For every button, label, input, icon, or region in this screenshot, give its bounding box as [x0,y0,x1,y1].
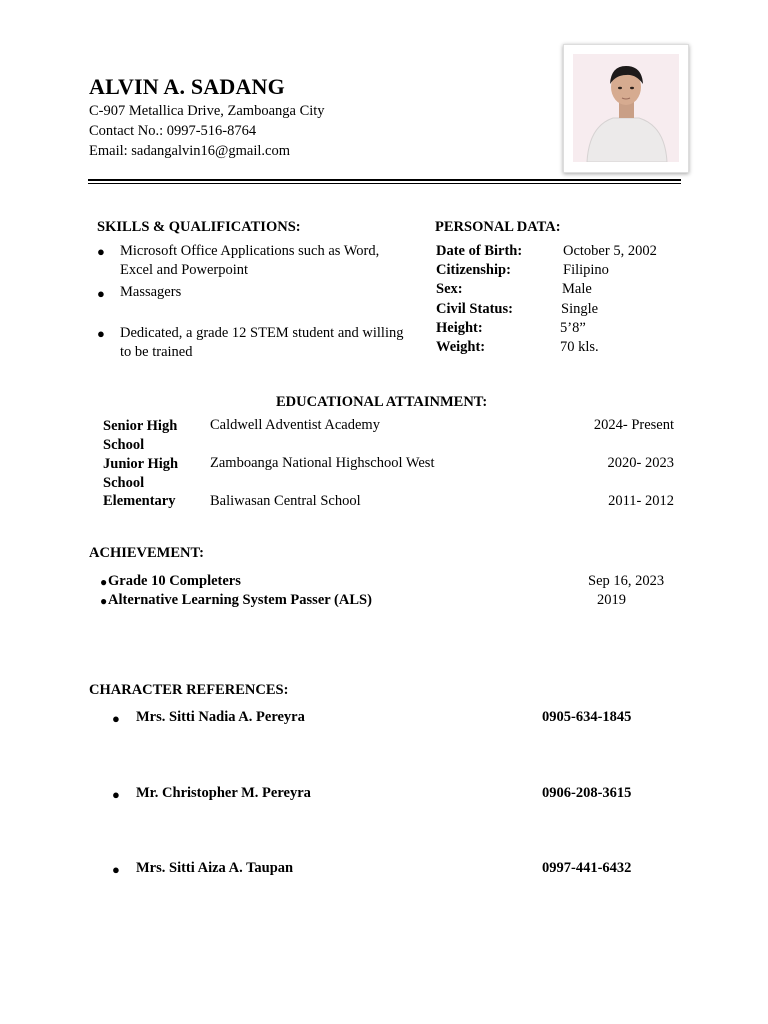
bullet-icon: ● [112,862,120,877]
reference-phone: 0905-634-1845 [542,709,632,725]
skill-item: Massagers [120,284,182,300]
references-heading: CHARACTER REFERENCES: [89,682,289,698]
skill-item: Microsoft Office Applications such as Word, Excel and Powerpoint [120,243,380,278]
personal-value: 5’8” [560,320,586,336]
education-heading: EDUCATIONAL ATTAINMENT: [276,394,488,410]
education-school: Zamboanga National Highschool West [210,455,435,471]
personal-value: Filipino [563,262,609,278]
reference-phone: 0906-208-3615 [542,785,632,801]
address: C-907 Metallica Drive, Zamboanga City [89,103,325,119]
education-school: Caldwell Adventist Academy [210,417,380,433]
education-years: 2024- Present [593,417,674,433]
skills-heading: SKILLS & QUALIFICATIONS: [97,219,301,235]
personal-value: 70 kls. [560,339,599,355]
skill-item: Dedicated, a grade 12 STEM student and willing to be trained [120,325,404,360]
reference-name: Mr. Christopher M. Pereyra [136,785,311,801]
bullet-icon: ● [112,787,120,802]
bullet-icon: ● [97,244,105,259]
personal-value: Single [561,301,599,317]
personal-data-heading: PERSONAL DATA: [435,219,561,235]
personal-label: Weight: [436,339,486,355]
profile-photo [573,54,679,162]
achievement-date: Sep 16, 2023 [588,573,665,589]
bullet-icon: ● [100,594,108,608]
personal-label: Height: [436,320,483,336]
bullet-icon: ● [97,286,105,301]
bullet-icon: ● [112,711,120,726]
personal-label: Date of Birth: [436,243,523,259]
education-years: 2011- 2012 [608,493,674,509]
achievement-date: 2019 [597,592,626,608]
education-level: Elementary [103,493,176,509]
bullet-icon: ● [97,326,105,341]
education-level: Senior High School [103,418,178,453]
achievement-title: Grade 10 Completers [108,573,241,589]
header-divider [88,179,681,181]
achievement-title: Alternative Learning System Passer (ALS) [108,592,372,608]
reference-name: Mrs. Sitti Aiza A. Taupan [136,860,294,876]
personal-value: October 5, 2002 [563,243,657,259]
header-divider-thin [88,183,681,184]
achievement-heading: ACHIEVEMENT: [89,545,204,561]
reference-phone: 0997-441-6432 [542,860,632,876]
bullet-icon: ● [100,575,108,589]
reference-name: Mrs. Sitti Nadia A. Pereyra [136,709,305,725]
personal-label: Civil Status: [436,301,513,317]
email: Email: sadangalvin16@gmail.com [89,143,291,159]
profile-photo-frame [563,44,689,173]
contact-number: Contact No.: 0997-516-8764 [89,123,257,139]
education-level: Junior High School [103,456,179,491]
personal-value: Male [562,281,592,297]
personal-label: Sex: [436,281,463,297]
personal-label: Citizenship: [436,262,511,278]
education-years: 2020- 2023 [607,455,674,471]
education-school: Baliwasan Central School [210,493,361,509]
applicant-name: ALVIN A. SADANG [89,74,285,99]
